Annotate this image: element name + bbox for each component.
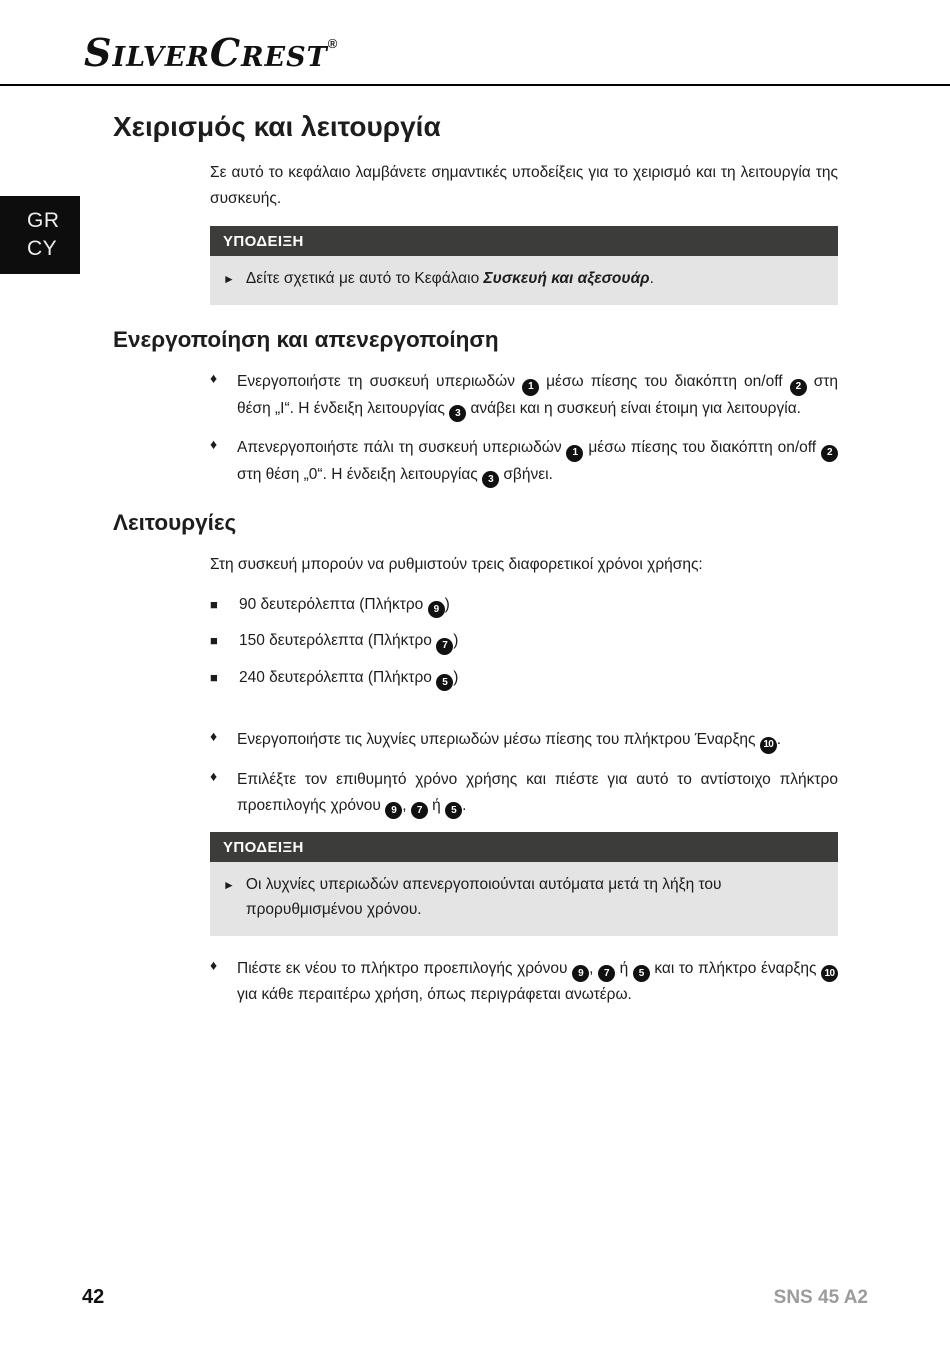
bullet-text: Ενεργοποιήστε τη συσκευή υπεριωδών 1 μέσω πίεσης του διακόπτη on/off 2 στη θέση „I“. Η ένδειξη λειτουργίας 3 ανάβει και η συσκευή είναι έτοιμη για λειτουργία. <box>237 369 838 422</box>
circled-number-3-icon: 3 <box>482 471 499 488</box>
circled-number-5-icon: 5 <box>633 965 650 982</box>
list-item <box>210 767 838 819</box>
list-item <box>210 956 838 1008</box>
note-box-2 <box>210 832 838 936</box>
bullet-text: Επιλέξτε τον επιθυμητό χρόνο χρήσης και πιέστε για αυτό το αντίστοιχο πλήκτρο προεπιλογής χρόνου 9 , 7 ή 5 . <box>237 767 838 819</box>
diamond-bullet-icon: ♦ <box>210 370 218 387</box>
circled-number-9-icon: 9 <box>385 802 402 819</box>
circled-number-7-icon: 7 <box>598 965 615 982</box>
section-heading-power: Ενεργοποίηση και απενεργοποίηση <box>113 327 499 353</box>
note-text: Οι λυχνίες υπεριωδών απενεργοποιούνται αυτόματα μετά τη λήξη του προρυθμισμένου χρόνου. <box>245 876 722 918</box>
list-item <box>210 369 838 422</box>
list-item <box>210 666 838 692</box>
logo-text: SilverCrest <box>84 30 328 75</box>
note-text: Δείτε σχετικά με αυτό το Κεφάλαιο Συσκευή και αξεσουάρ. <box>245 270 654 288</box>
list-item <box>210 629 838 655</box>
arrow-marker-icon: ► <box>223 878 235 893</box>
list-item <box>210 727 838 754</box>
option-text: 90 δευτερόλεπτα (Πλήκτρο 9 ) <box>239 593 450 619</box>
bullet-text: Ενεργοποιήστε τις λυχνίες υπεριωδών μέσω πίεσης του πλήκτρου Έναρξης 10 . <box>237 727 838 754</box>
arrow-marker-icon: ► <box>223 272 235 287</box>
bold-italic-reference: Συσκευή και αξεσουάρ <box>483 270 650 288</box>
diamond-bullet-icon: ♦ <box>210 767 218 784</box>
circled-number-5-icon: 5 <box>445 802 462 819</box>
list-item <box>210 593 838 619</box>
model-number: SNS 45 A2 <box>773 1287 868 1308</box>
square-bullet-icon: ■ <box>210 669 218 685</box>
note-box-body <box>210 256 838 305</box>
circled-number-3-icon: 3 <box>449 405 466 422</box>
square-bullet-icon: ■ <box>210 596 218 612</box>
intro-paragraph: Σε αυτό το κεφάλαιο λαμβάνετε σημαντικές υποδείξεις για το χειρισμό και τη λειτουργία της συσκευής. <box>210 164 838 207</box>
diamond-bullet-icon: ♦ <box>210 728 218 745</box>
bullet-text: Απενεργοποιήστε πάλι τη συσκευή υπεριωδών 1 μέσω πίεσης του διακόπτη on/off 2 στη θέση „0“. Η ένδειξη λειτουργίας 3 σβήνει. <box>237 435 838 488</box>
section-heading-functions: Λειτουργίες <box>113 510 237 536</box>
note-box-header: ΥΠΟΔΕΙΞΗ <box>210 832 838 862</box>
language-tab <box>0 196 80 274</box>
list-item <box>210 435 838 488</box>
circled-number-10-icon: 10 <box>821 965 838 982</box>
note-box-header: ΥΠΟΔΕΙΞΗ <box>210 226 838 256</box>
note-box-1 <box>210 226 838 305</box>
option-text: 150 δευτερόλεπτα (Πλήκτρο 7 ) <box>239 629 458 655</box>
page-number: 42 <box>82 1286 105 1308</box>
silvercrest-logo <box>84 30 338 75</box>
circled-number-9-icon: 9 <box>428 601 445 618</box>
functions-intro: Στη συσκευή μπορούν να ρυθμιστούν τρεις διαφορετικοί χρόνοι χρήσης: <box>210 556 703 574</box>
registered-trademark-icon: ® <box>327 36 338 51</box>
circled-number-2-icon: 2 <box>821 445 838 462</box>
lang-code-gr: GR <box>27 209 60 232</box>
diamond-bullet-icon: ♦ <box>210 436 218 453</box>
bullet-text: Πιέστε εκ νέου το πλήκτρο προεπιλογής χρόνου 9 , 7 ή 5 και το πλήκτρο έναρξης 10 για κάθε περαιτέρω χρήση, όπως περιγράφεται ανωτέρω. <box>237 956 838 1008</box>
circled-number-1-icon: 1 <box>522 379 539 396</box>
page-title: Χειρισμός και λειτουργία <box>113 111 441 142</box>
option-text: 240 δευτερόλεπτα (Πλήκτρο 5 ) <box>239 666 458 692</box>
circled-number-9-icon: 9 <box>572 965 589 982</box>
page-header <box>0 0 950 80</box>
note-box-body <box>210 862 838 936</box>
circled-number-5-icon: 5 <box>436 674 453 691</box>
circled-number-1-icon: 1 <box>566 445 583 462</box>
content-column <box>0 86 950 1008</box>
lang-code-cy: CY <box>27 237 58 260</box>
circled-number-7-icon: 7 <box>436 638 453 655</box>
square-bullet-icon: ■ <box>210 633 218 649</box>
circled-number-2-icon: 2 <box>790 379 807 396</box>
page-footer <box>82 1286 868 1309</box>
circled-number-10-icon: 10 <box>760 737 777 754</box>
diamond-bullet-icon: ♦ <box>210 956 218 973</box>
circled-number-7-icon: 7 <box>411 802 428 819</box>
